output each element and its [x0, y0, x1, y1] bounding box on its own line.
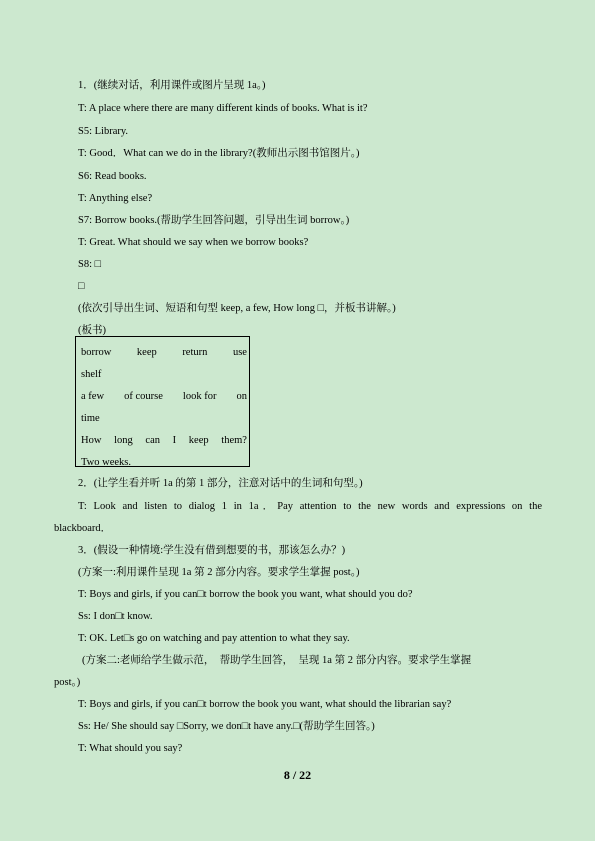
- board-sentence: Two weeks.: [81, 457, 132, 468]
- board-phrase: a few: [81, 391, 105, 402]
- board-phrase: of course: [124, 391, 163, 402]
- dialog-line: T: What should you say?: [78, 743, 183, 754]
- dialog-line-continued: blackboard．: [54, 523, 112, 534]
- step-2-heading: 2．(让学生看并听 1a 的第 1 部分，注意对话中的生词和句型。): [78, 478, 363, 489]
- dialog-line: T: Boys and girls, if you can□t borrow the book you want, what should you do?: [78, 589, 413, 600]
- board-phrase: time: [81, 413, 100, 424]
- blackboard-label: (板书): [78, 325, 106, 336]
- step-1-heading: 1．(继续对话，利用课件或图片呈现 1a。): [78, 80, 266, 91]
- dialog-line: S6: Read books.: [78, 171, 147, 182]
- dialog-line: Ss: He/ She should say □Sorry, we don□t have any.□(帮助学生回答。): [78, 721, 375, 732]
- board-word: long: [114, 435, 133, 446]
- blackboard-box: [75, 336, 250, 467]
- dialog-line: Ss: I don□t know.: [78, 611, 153, 622]
- board-row-shelf: [81, 368, 247, 382]
- dialog-line: T: A place where there are many different kinds of books. What is it?: [78, 103, 368, 114]
- board-row-words: [81, 346, 247, 360]
- dialog-line: T: Good．What can we do in the library?(教师出示图书馆图片。): [78, 148, 360, 159]
- board-word: shelf: [81, 369, 102, 380]
- instruction-line: (依次引导出生词、短语和句型 keep, a few, How long □，并板书讲解。): [78, 303, 396, 314]
- plan-2-line-continued: post。): [54, 677, 81, 688]
- dialog-line: T: Boys and girls, if you can□t borrow the book you want, what should the librarian say?: [78, 699, 452, 710]
- board-row-time: [81, 412, 247, 426]
- page-number: 8 / 22: [283, 768, 312, 782]
- board-word: can: [145, 435, 160, 446]
- board-word: How: [81, 435, 102, 446]
- board-phrase: on: [236, 391, 247, 402]
- dialog-line: S8: □: [78, 259, 101, 270]
- board-row-question: [81, 434, 247, 448]
- step-3-heading: 3．(假设一种情境:学生没有借到想要的书，那该怎么办？): [78, 545, 346, 556]
- dialog-line: T: Look and listen to dialog 1 in 1a．Pay attention to the new words and expressions on the: [78, 501, 542, 512]
- board-word: borrow: [81, 347, 112, 358]
- dialog-line: T: OK. Let□s go on watching and pay attention to what they say.: [78, 633, 350, 644]
- plan-1-line: (方案一:利用课件呈现 1a 第 2 部分内容。要求学生掌握 post。): [78, 567, 360, 578]
- board-row-answer: [81, 456, 247, 470]
- dialog-line: S7: Borrow books.(帮助学生回答问题，引导出生词 borrow。): [78, 215, 350, 226]
- board-row-phrases: [81, 390, 247, 404]
- dialog-line: T: Great. What should we say when we borrow books?: [78, 237, 309, 248]
- dialog-line: T: Anything else?: [78, 193, 153, 204]
- dialog-line: S5: Library.: [78, 126, 129, 137]
- board-word: them?: [221, 435, 247, 446]
- board-word: keep: [188, 435, 209, 446]
- plan-2-line: (方案二:老师给学生做示范， 帮助学生回答， 呈现 1a 第 2 部分内容。要求学生掌握: [82, 655, 472, 666]
- board-word: use: [232, 347, 247, 358]
- placeholder-line: □: [78, 281, 85, 292]
- board-phrase: look for: [182, 391, 217, 402]
- board-word: I: [172, 435, 177, 446]
- board-word: return: [182, 347, 208, 358]
- board-word: keep: [136, 347, 157, 358]
